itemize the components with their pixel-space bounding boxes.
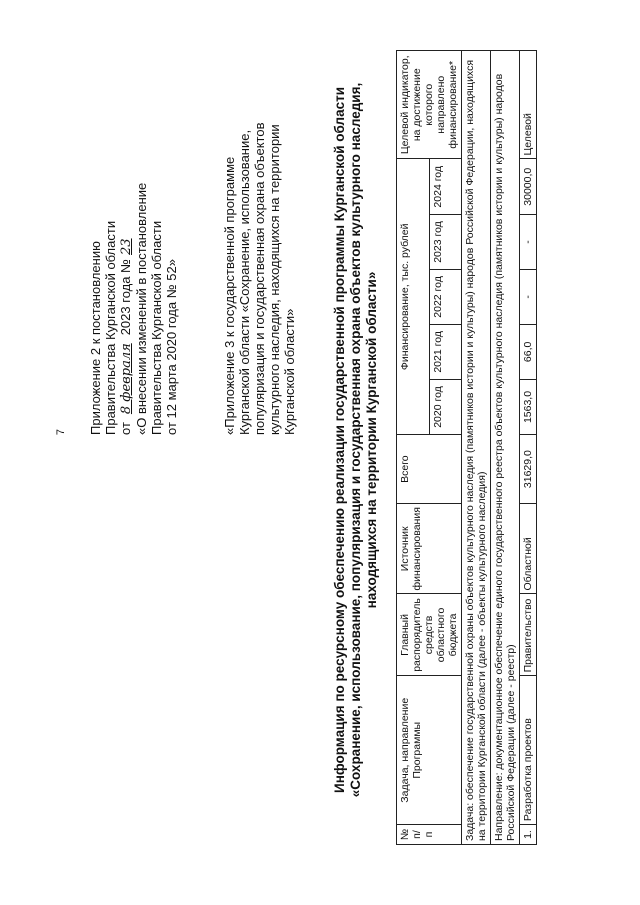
program-line-3: популяризация и государственная охрана объектов xyxy=(252,122,267,435)
row1-2022: - xyxy=(520,269,537,324)
page-number: 7 xyxy=(55,428,68,436)
table-row xyxy=(520,51,537,845)
row1-2024: 30000,0 xyxy=(520,159,537,215)
program-line-4: культурного наследия, находящихся на территории xyxy=(267,124,282,435)
header-indicator: Целевой индикатор, на достижение которого направлено финансирование* xyxy=(397,51,462,159)
appendix-date-line xyxy=(118,75,134,435)
row1-source: Областной xyxy=(520,504,537,594)
program-line-1: «Приложение 3 к государственной программе xyxy=(222,156,237,435)
appendix-block xyxy=(88,75,179,435)
row1-indicator: Целевой xyxy=(520,51,537,159)
header-year-2024: 2024 год xyxy=(429,159,462,215)
header-year-2023: 2023 год xyxy=(429,215,462,270)
row1-2023: - xyxy=(520,215,537,270)
appendix-line-6: от 12 марта 2020 года № 52» xyxy=(164,259,179,435)
header-year-2022: 2022 год xyxy=(429,269,462,324)
title-line-1: Информация по ресурсному обеспечению реализации государственной программы Курганской области xyxy=(332,87,347,793)
program-line-2: Курганской области «Сохранение, использование, xyxy=(237,129,252,435)
table-row xyxy=(491,51,520,845)
row1-2020: 1563,0 xyxy=(520,379,537,434)
date-year: 2023 года № xyxy=(118,258,133,336)
program-appendix-block xyxy=(222,65,297,435)
header-manager: Главный распорядитель средств областного бюджета xyxy=(397,594,462,676)
document-title xyxy=(332,65,380,815)
header-total: Всего xyxy=(397,435,462,504)
title-line-3: находящихся на территории Курганской области» xyxy=(364,271,379,609)
table-row xyxy=(462,51,491,845)
header-year-2020: 2020 год xyxy=(429,379,462,434)
header-source: Источник финансирования xyxy=(397,504,462,594)
table-header-row xyxy=(397,51,430,845)
row1-total: 31629,0 xyxy=(520,435,537,504)
resource-table xyxy=(396,50,537,845)
header-year-2021: 2021 год xyxy=(429,324,462,379)
date-prefix: от xyxy=(118,422,133,435)
task-row-cell: Задача: обеспечение государственной охраны объектов культурного наследия (памятников истории и культуры) народов Российской Федерации, находящихся на территории Курганской области (далее - объекты культурного наследия) xyxy=(462,51,491,845)
header-funding: Финансирование, тыс. рублей xyxy=(397,159,430,435)
handwritten-number: 23 xyxy=(119,238,134,255)
row1-task: Разработка проектов xyxy=(520,676,537,825)
row1-manager: Правительство xyxy=(520,594,537,676)
program-line-5: Курганской области» xyxy=(282,308,297,435)
direction-row-cell: Направление: документационное обеспечение единого государственного реестра объектов культурного наследия (памятников истории и культуры) народов Российской Федерации (далее - реестр) xyxy=(491,51,520,845)
handwritten-date: 8 февраля xyxy=(119,343,134,415)
row1-2021: 66,0 xyxy=(520,324,537,379)
appendix-line-5: Правительства Курганской области xyxy=(149,220,164,435)
appendix-line-4: «О внесении изменений в постановление xyxy=(134,182,149,435)
title-line-2: «Сохранение, использование, популяризация и государственная охрана объектов культурного наследия, xyxy=(348,82,363,798)
header-num: № п/п xyxy=(397,825,462,845)
appendix-line-1: Приложение 2 к постановлению xyxy=(88,241,103,435)
appendix-line-2: Правительства Курганской области xyxy=(103,220,118,435)
row1-num: 1. xyxy=(520,825,537,845)
header-task: Задача, направление Программы xyxy=(397,676,462,825)
